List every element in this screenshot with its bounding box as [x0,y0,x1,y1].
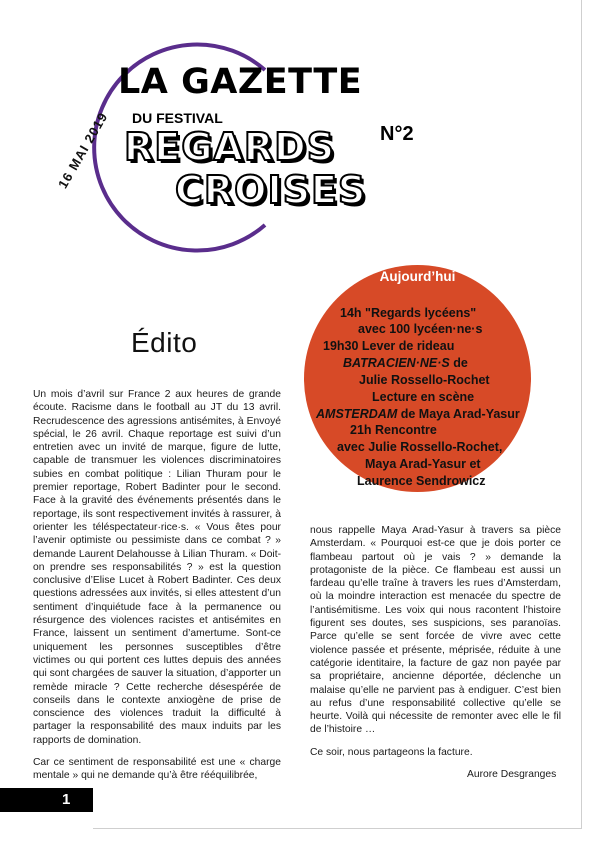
program-line [323,338,454,354]
page-frame-right [581,0,582,828]
program-text: Julie Rossello-Rochet [359,373,490,387]
gazette-subtitle: DU FESTIVAL [132,110,223,126]
edito-author: Aurore Desgranges [467,769,557,780]
festival-name-line2: CROISES [175,168,367,212]
program-text: Maya Arad-Yasur et [365,457,481,471]
program-line [357,473,486,489]
program-text: avec 100 lycéen·ne·s [358,322,483,336]
program-line [372,389,474,405]
edito-right-column [310,524,561,768]
program-text: Lever de rideau [358,339,455,353]
edito-heading: Édito [131,327,198,358]
program-text: Lecture en scène [372,390,475,404]
gazette-title: LA GAZETTE [118,62,363,102]
edito-left-column [33,388,281,792]
page-number: 1 [62,791,71,808]
program-text: de [449,356,468,370]
program-text: "Regards lycéens" [361,306,477,320]
program-line [343,355,468,371]
program-line [350,422,437,438]
program-text: Rencontre [371,423,437,437]
program-line [365,456,481,472]
edito-paragraph: Un mois d’avril sur France 2 aux heures de grande écoute. Racisme dans le football au JT du 13 avril. Recrudescence des agressions antisémites, à Envoyé spécial, le 26 avril. Chaque reportage est suivi d’un entretien avec un invité de marque, figure de lutte, capable de transmuer les violences discriminatoires subies en combat politique : Lilian Thuram pour le premier reportage, Robert Badinter pour le second. Face à la gravité des événements présentés dans le reportage, ils sont respectivement invités à rassurer, à orienter les téléspectateur·rice·s. « Vous êtes pour l’avenir optimiste ou pessimiste dans ce combat ? » demande Laurent Delahousse à Lilian Thuram. « Doit-on prendre ses responsabilités ? » est la question conclusive d’Elise Lucet à Robert Badinter. Ces deux questions adressées aux invités, si elles attestent d’un sentiment d’inquiétude face à la permanence ou résurgence des violences racistes et antisémites en France, laissent un sentiment d’amertume. Sont-ce uniquement les personnes susceptibles d’être victimes ou qui portent ces luttes depuis des années qui sont chargées de sauver la situation, d’apporter un remède miracle ? Cette recherche désespérée de conseils dans le contexte anxiogène de prise de conscience des violences traduit la difficulté à partager la responsabilité des maux induits par les rapports de domination. [33,389,281,746]
issue-date: 16 MAI 2019 [55,109,111,191]
edito-paragraph: Car ce sentiment de responsabilité est une « charge mentale » qui ne demande qu’à être rééquilibrée, [33,757,281,782]
program-text: avec Julie Rossello-Rochet, [337,440,503,454]
program-line [359,372,490,388]
program-text: de Maya Arad-Yasur [397,407,520,421]
festival-name-line1: REGARDS [124,125,335,169]
page-frame-bottom [93,828,582,829]
program-line [358,321,482,337]
program-heading: Aujourd’hui [379,269,456,284]
issue-number: N°2 [380,123,414,145]
edito-paragraph: nous rappelle Maya Arad-Yasur à travers sa pièce Amsterdam. « Pourquoi est-ce que je dois porter ce flambeau partout où je vais ? » demande la protagoniste de la pièce. Ce flambeau est aussi un fardeau qu’elle traîne à travers les rues d’Amsterdam, où la moindre interaction est menacée du spectre de l’antisémitisme. Les voix qui nous racontent l’histoire figurent ses doutes, ses suspicions, ses paranoïas. Parce qu’elle se sent forcée de vivre avec cette violence passée et présente, méprisée, réduite à une catégorie identitaire, la facture de gaz non payée par sa propriétaire, ancienne déportée, déclenche un malaise qu’elle ne parvient pas à endiguer. C’est bien au refus d’une responsabilité collective qu’elle se heurte. Voilà qui nécessite de remonter avec elle le fil de l’histoire … [310,525,561,736]
program-title: AMSTERDAM [316,407,398,421]
program-time: 14h [340,306,362,320]
program-text: Laurence Sendrowicz [357,474,486,488]
program-time: 21h [350,423,372,437]
edito-paragraph: Ce soir, nous partageons la facture. [310,746,473,758]
program-title: BATRACIEN·NE·S [343,356,450,370]
program-line [337,439,502,455]
program-line [340,305,476,321]
program-time: 19h30 [323,339,359,353]
program-line [316,406,520,422]
